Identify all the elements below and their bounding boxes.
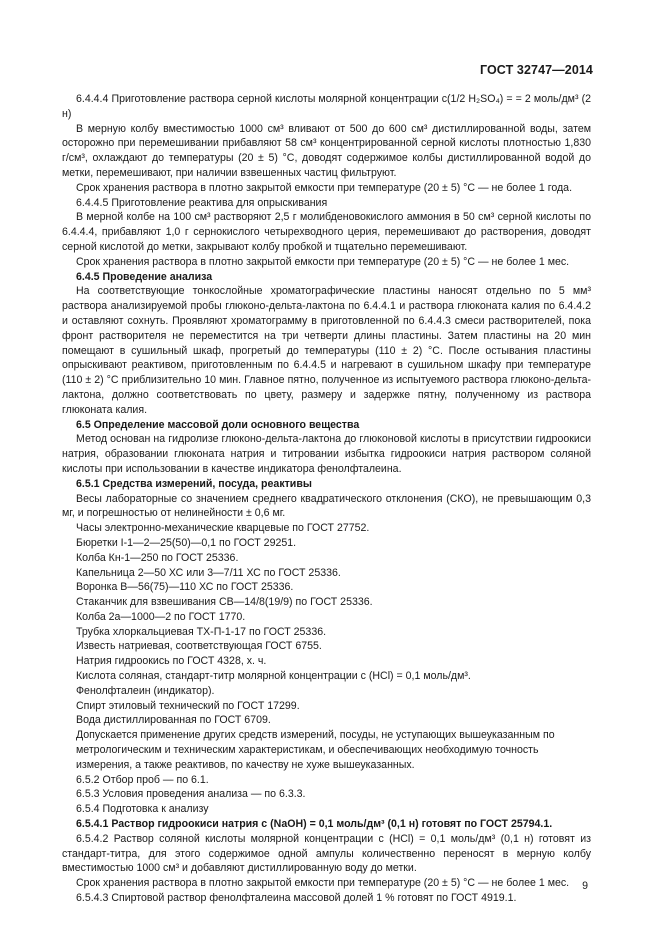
- list-item: Стаканчик для взвешивания СВ—14/8(19/9) по ГОСТ 25336.: [76, 596, 373, 609]
- paragraph: 6.5.2 Отбор проб — по 6.1.: [76, 773, 209, 786]
- list-item: Часы электронно-механические кварцевые по ГОСТ 27752.: [76, 522, 370, 535]
- list-item: Капельница 2—50 ХС или 3—7/11 ХС по ГОСТ 25336.: [76, 566, 341, 579]
- list-item: Кислота соляная, стандарт-титр молярной концентрации c (HCl) = 0,1 моль/дм³.: [76, 670, 471, 683]
- paragraph: 6.5.3 Условия проведения анализа — по 6.3.3.: [76, 788, 306, 801]
- paragraph: Метод основан на гидролизе глюконо-дельта-лактона до глюконовой кислоты в присутствии гидроокиси натрия, образовании глюконата натрия и титровании избытка гидроокиси натрия раствором соляной кислоты при использовании в качестве индикатора фенолфталеина.: [62, 433, 591, 475]
- list-item: Колба Кн-1—250 по ГОСТ 25336.: [76, 551, 239, 564]
- list-item: Трубка хлоркальциевая ТХ-П-1-17 по ГОСТ 25336.: [76, 625, 327, 638]
- section-heading-6-5-1: 6.5.1 Средства измерений, посуда, реактивы: [76, 477, 312, 490]
- list-item: Допускается применение других средств измерений, посуды, не уступающих вышеуказанным по метрологическим и техническим характеристикам, и обеспечивающих необходимую точность измерения, а также реактивов, по качеству не хуже вышеуказанных.: [76, 729, 555, 771]
- page-number: 9: [582, 880, 588, 892]
- list-item: Вода дистиллированная по ГОСТ 6709.: [76, 714, 271, 727]
- section-heading-6-5: 6.5 Определение массовой доли основного вещества: [76, 418, 360, 431]
- section-heading-6-5-4: 6.5.4.1 Раствор гидроокиси натрия c (NaOH) = 0,1 моль/дм³ (0,1 н) готовят по ГОСТ 25794.1.: [76, 818, 553, 831]
- paragraph-6-4-4-4-title: 6.4.4.4 Приготовление раствора серной кислоты молярной концентрации c(1/2 H₂SO₄) = = 2 моль/дм³ (2 н): [62, 93, 591, 120]
- list-item: Бюретки I-1—2—25(50)—0,1 по ГОСТ 29251.: [76, 536, 297, 549]
- list-item: Колба 2а—1000—2 по ГОСТ 1770.: [76, 610, 246, 623]
- document-body: [62, 92, 591, 906]
- list-item: Известь натриевая, соответствующая ГОСТ 6755.: [76, 640, 322, 653]
- standard-header: ГОСТ 32747—2014: [479, 63, 593, 77]
- paragraph: Срок хранения раствора в плотно закрытой емкости при температуре (20 ± 5) °С — не более 1 мес.: [76, 877, 570, 890]
- paragraph: Срок хранения раствора в плотно закрытой емкости при температуре (20 ± 5) °С — не более 1 года.: [76, 181, 573, 194]
- section-heading-6-4-5: 6.4.5 Проведение анализа: [76, 270, 213, 283]
- paragraph-6-4-4-5-title: 6.4.4.5 Приготовление реактива для опрыскивания: [76, 196, 328, 209]
- paragraph: 6.5.4 Подготовка к анализу: [76, 803, 209, 816]
- paragraph: В мерную колбу вместимостью 1000 см³ вливают от 500 до 600 см³ дистиллированной воды, затем осторожно при перемешивании прибавляют 58 см³ концентрированной серной кислоты плотностью 1,830 г/см³, охлаждают до температуры (20 ± 5) °С, доводят содержимое колбы дистиллированной водой до метки, перемешивают, при наличии взвешенных частиц фильтруют.: [62, 122, 591, 179]
- list-item: Воронка В—56(75)—110 ХС по ГОСТ 25336.: [76, 581, 294, 594]
- paragraph: 6.5.4.2 Раствор соляной кислоты молярной концентрации c (HCl) = 0,1 моль/дм³ (0,1 н) готовят из стандарт-титра, для этого содержимое одной ампулы количественно переносят в мерную колбу вместимостью 1000 см³ и добавляют дистиллированную воду до метки.: [62, 832, 591, 875]
- paragraph: В мерной колбе на 100 см³ растворяют 2,5 г молибденовокислого аммония в 50 см³ серной кислоты по 6.4.4.4, прибавляют 1,0 г сернокислого четырехводного церия, перемешивают до растворения, доводят серной кислотой до метки, закрывают колбу пробкой и тщательно перемешивают.: [62, 211, 591, 253]
- list-item: Натрия гидроокись по ГОСТ 4328, х. ч.: [76, 655, 267, 668]
- paragraph: 6.5.4.3 Спиртовой раствор фенолфталеина массовой долей 1 % готовят по ГОСТ 4919.1.: [76, 892, 517, 905]
- paragraph: На соответствующие тонкослойные хроматографические пластины наносят отдельно по 5 мм³ раствора анализируемой пробы глюконо-дельта-лактона по 6.4.4.1 и раствора глюконата калия по 6.4.4.2 и оставляют сохнуть. Проявляют хроматограмму в приготовленной по 6.4.4.3 смеси растворителей, пока фронт растворителя не переместится на три четверти длины пластины. Затем пластины на 20 мин помещают в сушильный шкаф, прогретый до температуры (110 ± 2) °С. После остывания пластины опрыскивают реактивом, приготовленным по 6.4.4.5 и нагревают в сушильном шкафу при температуре (110 ± 2) °С приблизительно 10 мин. Главное пятно, полученное из испытуемого раствора глюконо-дельта-лактона, должно соответствовать по цвету, размеру и задержке пятну, полученному из раствора глюконата калия.: [62, 285, 591, 416]
- list-item: Спирт этиловый технический по ГОСТ 17299.: [76, 699, 300, 712]
- list-item: Фенолфталеин (индикатор).: [76, 684, 215, 697]
- paragraph: Весы лабораторные со значением среднего квадратического отклонения (СКО), не превышающим 0,3 мг, и погрешностью от нелинейности ± 0,6 мг.: [62, 492, 591, 520]
- paragraph: Срок хранения раствора в плотно закрытой емкости при температуре (20 ± 5) °С — не более 1 мес.: [76, 255, 570, 268]
